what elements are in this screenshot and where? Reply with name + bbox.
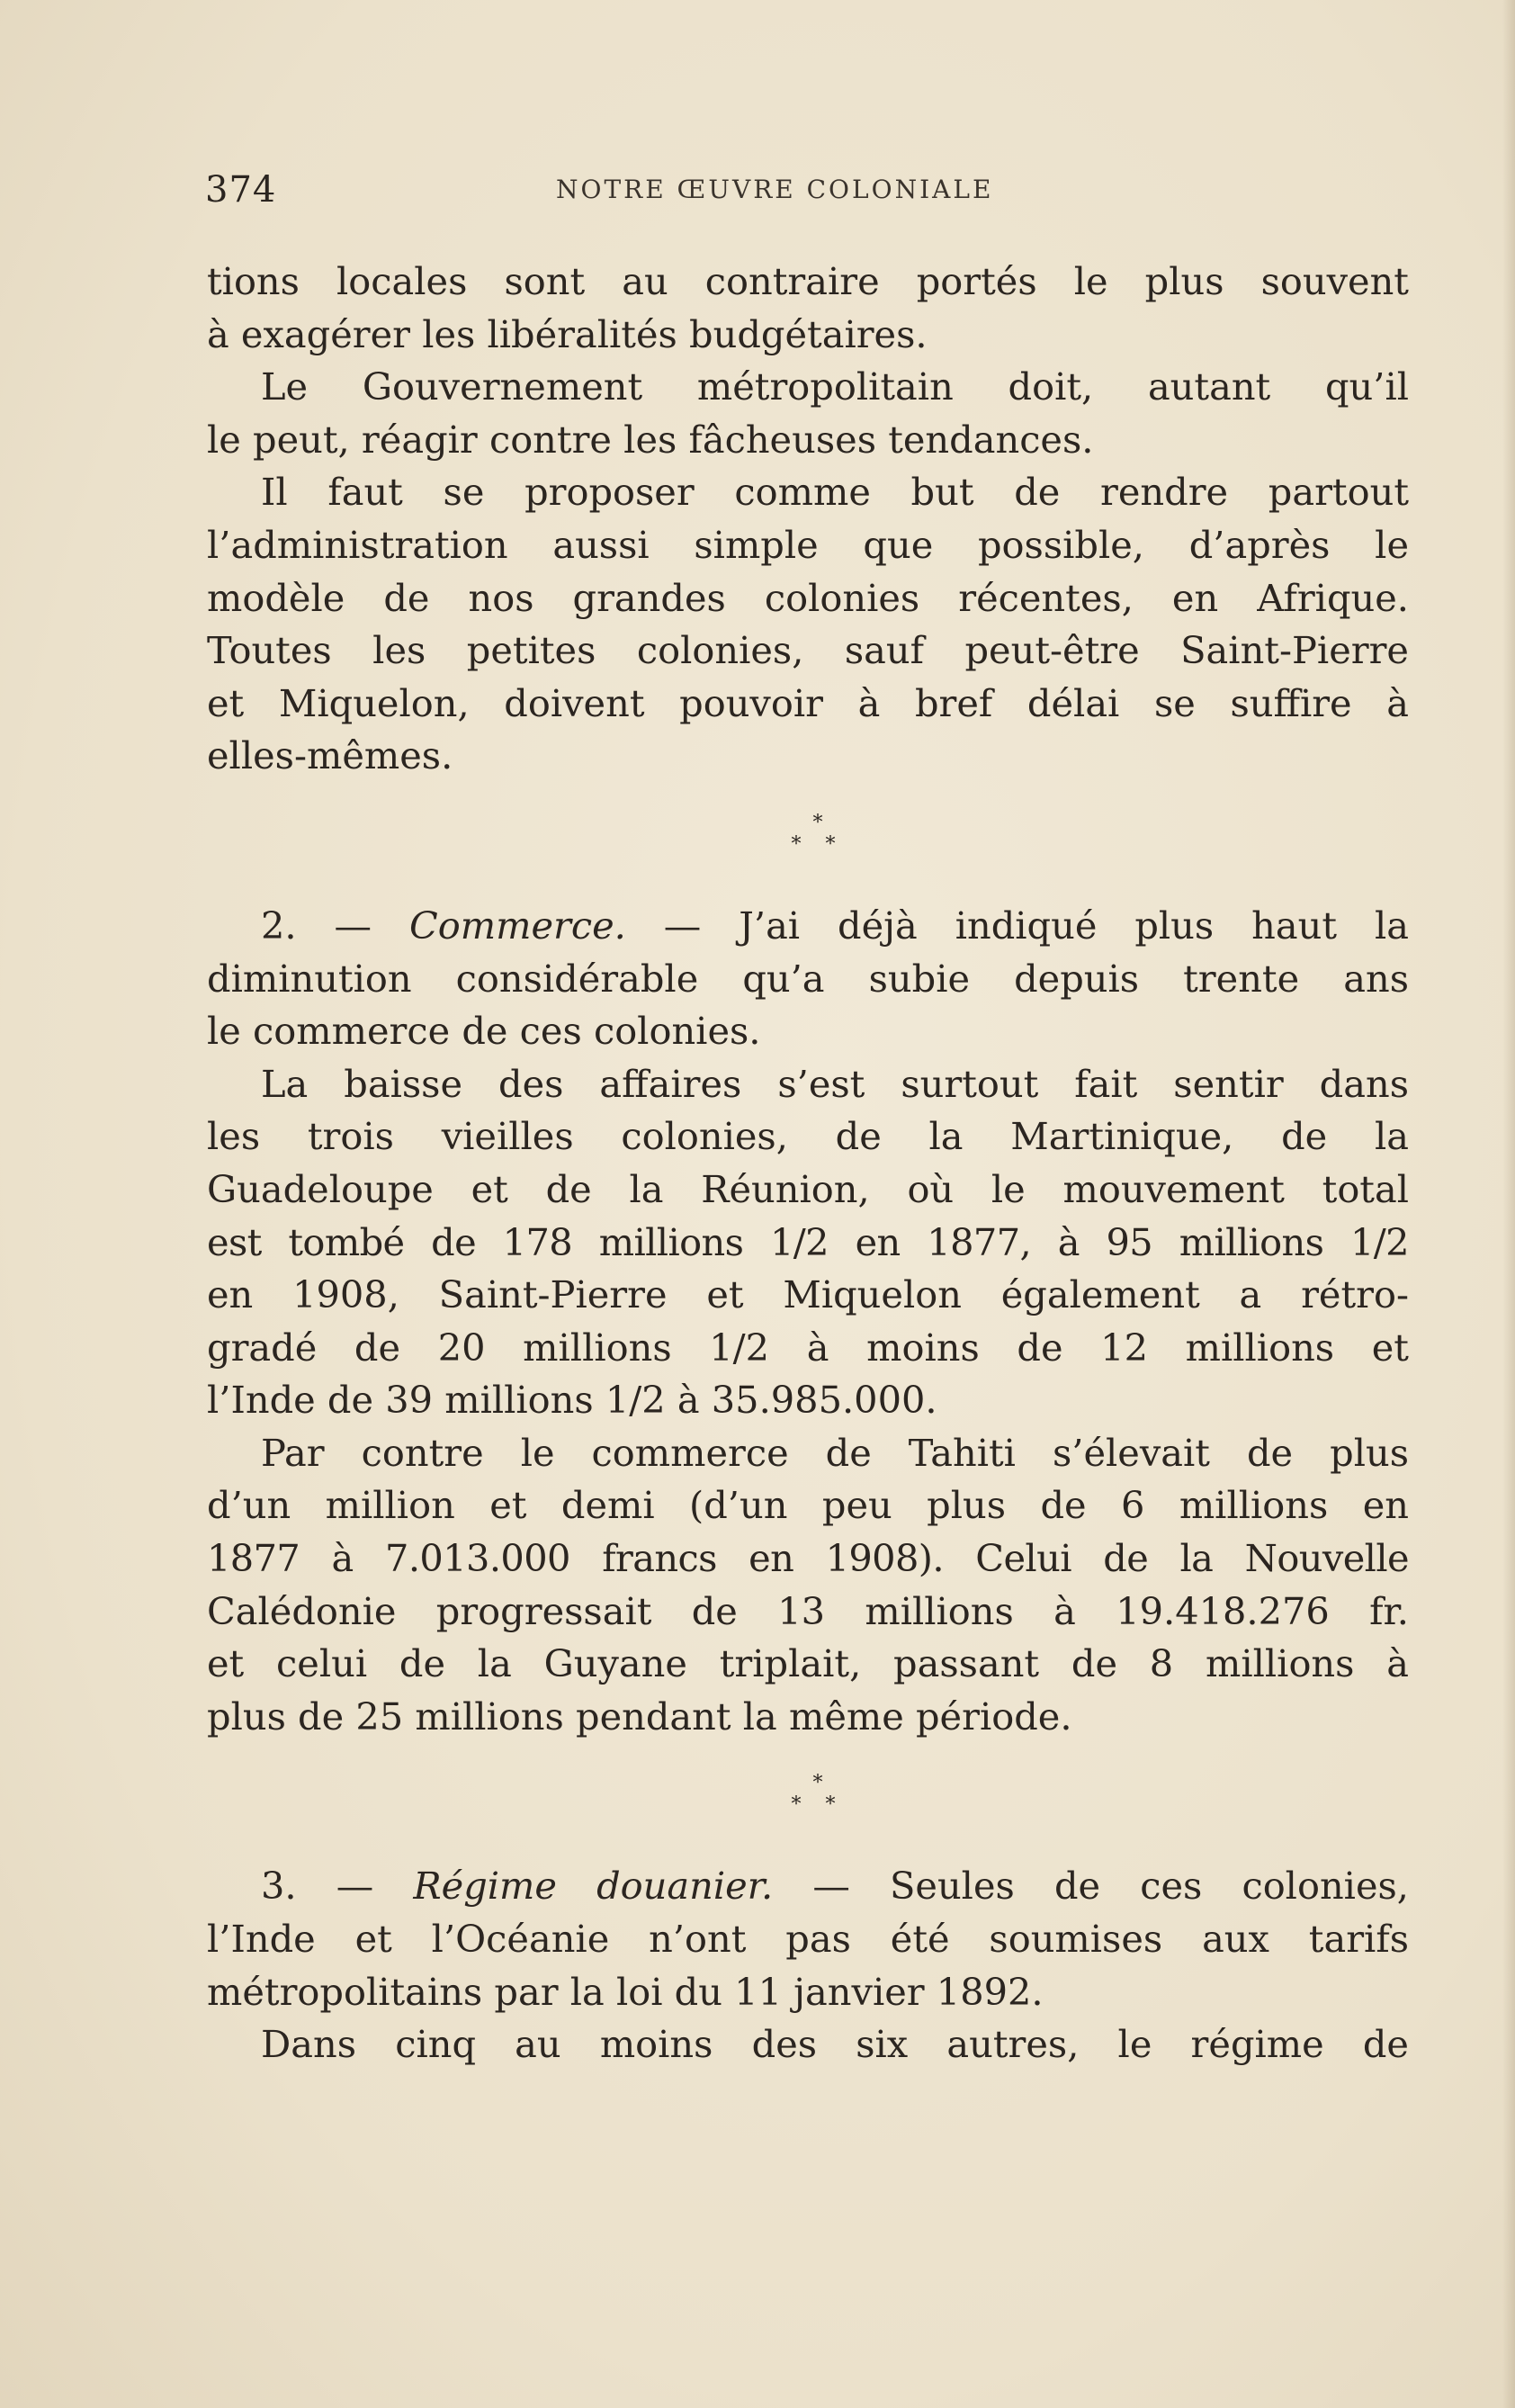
text-line: modèle de nos grandes colonies récentes, en Afrique. xyxy=(207,575,1409,620)
text-line: diminution considérable qu’a subie depuis trente ans xyxy=(207,956,1409,1001)
text-line: tions locales sont au contraire portés le plus souvent xyxy=(207,259,1409,303)
running-head: NOTRE ŒUVRE COLONIALE xyxy=(556,175,994,204)
text-line: plus de 25 millions pendant la même période. xyxy=(207,1694,1072,1739)
text-line: Dans cinq au moins des six autres, le régime de xyxy=(261,2022,1409,2067)
text-line: et celui de la Guyane triplait, passant de 8 millions à xyxy=(207,1641,1409,1686)
text-line: La baisse des affaires s’est surtout fait sentir dans xyxy=(261,1061,1409,1106)
text-line: Guadeloupe et de la Réunion, où le mouvement total xyxy=(207,1166,1409,1211)
text-line: gradé de 20 millions 1/2 à moins de 12 millions et xyxy=(207,1325,1409,1370)
text-line: et Miquelon, doivent pouvoir à bref délai se suffire à xyxy=(207,680,1409,725)
text-line: l’administration aussi simple que possible, d’après le xyxy=(207,522,1409,567)
page-number: 374 xyxy=(205,169,277,211)
asterism-star: * xyxy=(812,811,823,834)
section-number: 3. — xyxy=(261,1864,374,1909)
text-line: en 1908, Saint-Pierre et Miquelon également a rétro- xyxy=(207,1272,1409,1317)
text-line: est tombé de 178 millions 1/2 en 1877, à 95 millions 1/2 xyxy=(207,1219,1409,1264)
text-line: le commerce de ces colonies. xyxy=(207,1009,761,1054)
text-line: le peut, réagir contre les fâcheuses tendances. xyxy=(207,417,1094,462)
section-heading-line xyxy=(207,1860,1409,1913)
page-edge-shadow xyxy=(1502,0,1515,2408)
text-line: Le Gouvernement métropolitain doit, autant qu’il xyxy=(261,364,1409,409)
text-line: métropolitains par la loi du 11 janvier 1892. xyxy=(207,1969,1044,2014)
text-line: Il faut se proposer comme but de rendre partout xyxy=(261,470,1409,515)
section-number: 2. — xyxy=(261,903,372,948)
asterism-stars: * * xyxy=(791,1793,845,1817)
text-line: Par contre le commerce de Tahiti s’élevait de plus xyxy=(261,1430,1409,1475)
body-text xyxy=(207,256,1409,2071)
section-title: Commerce. xyxy=(409,903,626,948)
section-title: Régime douanier. xyxy=(413,1864,774,1909)
asterism-stars: * * xyxy=(791,832,845,856)
text-line: d’un million et demi (d’un peu plus de 6 millions en xyxy=(207,1483,1409,1528)
text-line: l’Inde et l’Océanie n’ont pas été soumises aux tarifs xyxy=(207,1917,1409,1962)
text-line: Toutes les petites colonies, sauf peut-être Saint-Pierre xyxy=(207,628,1409,673)
text-line: les trois vieilles colonies, de la Martinique, de la xyxy=(207,1114,1409,1159)
section-heading-line xyxy=(207,900,1409,953)
text-line: à exagérer les libéralités budgétaires. xyxy=(207,311,928,356)
section-lead: — Seules de ces colonies, xyxy=(812,1864,1409,1909)
text-line: elles-mêmes. xyxy=(207,733,453,778)
section-separator xyxy=(207,1743,1409,1860)
section-separator xyxy=(207,783,1409,900)
asterism-star: * xyxy=(812,1772,823,1795)
text-line: 1877 à 7.013.000 francs en 1908). Celui de la Nouvelle xyxy=(207,1536,1409,1581)
page-header xyxy=(205,169,1411,214)
text-line: l’Inde de 39 millions 1/2 à 35.985.000. xyxy=(207,1378,937,1423)
text-line: Calédonie progressait de 13 millions à 19.418.276 fr. xyxy=(207,1588,1409,1633)
section-lead: — J’ai déjà indiqué plus haut la xyxy=(663,903,1409,948)
